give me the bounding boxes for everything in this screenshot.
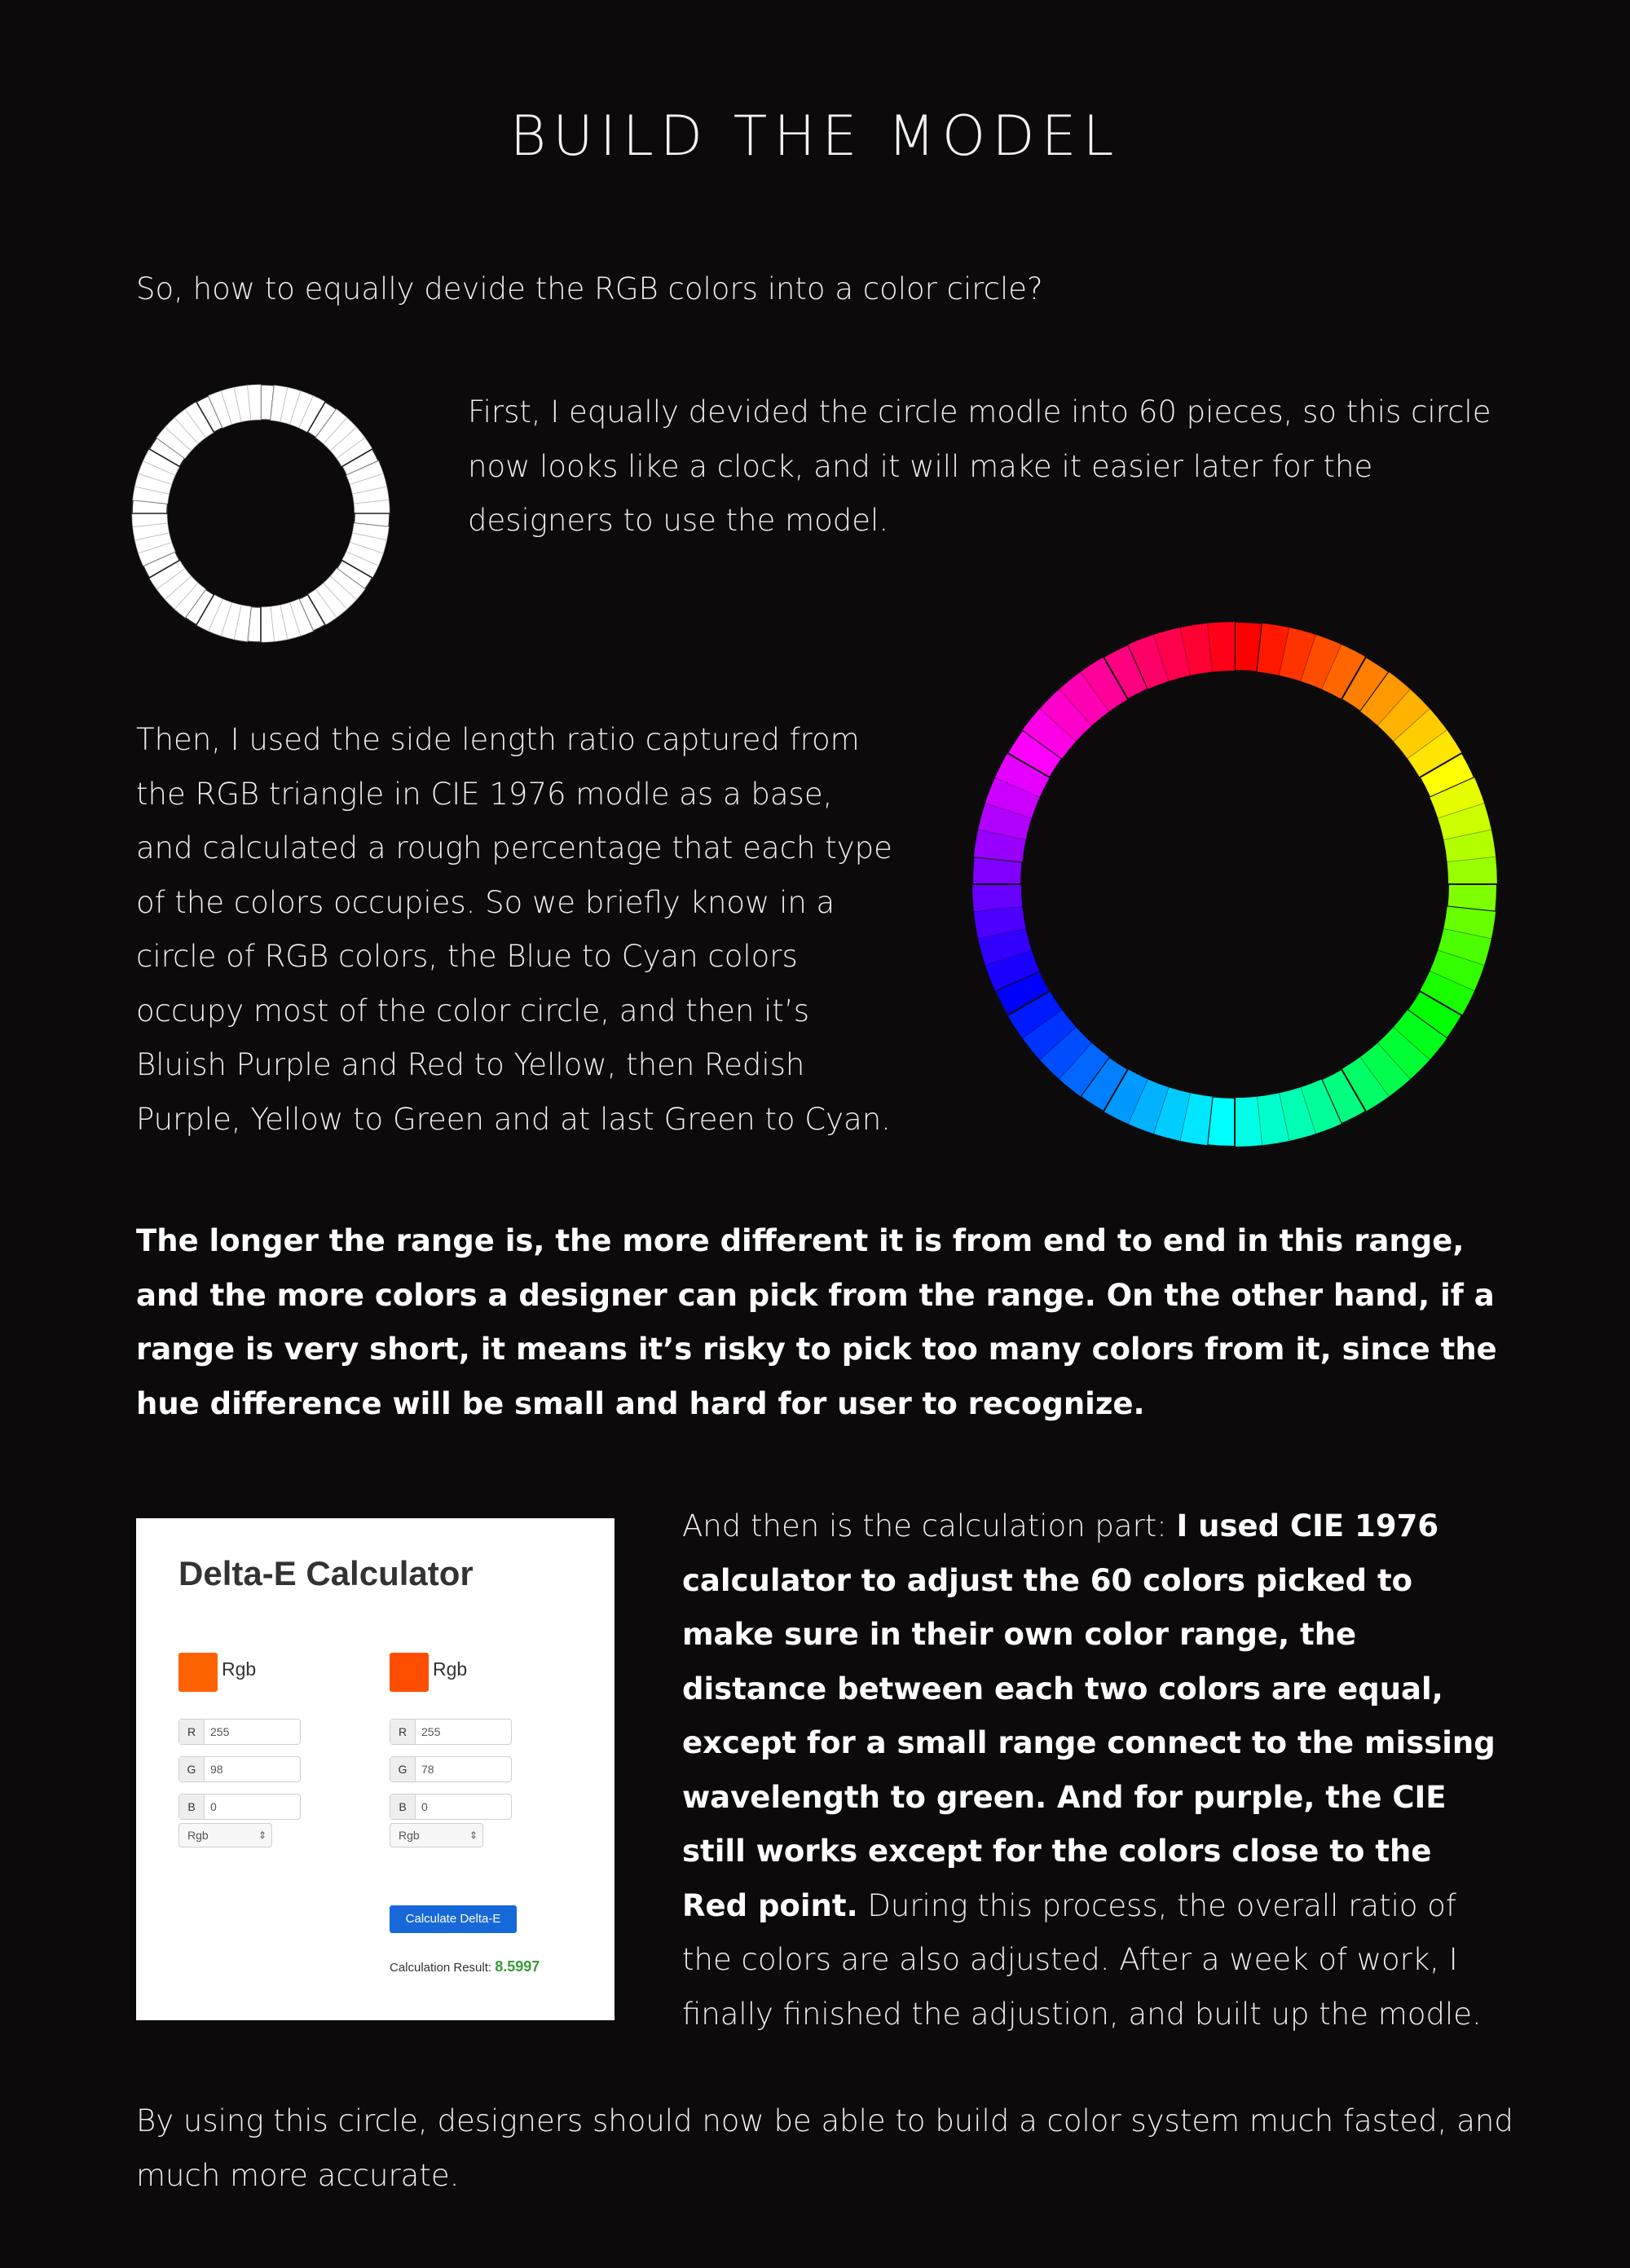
color2-swatch[interactable] [390, 1653, 429, 1692]
color1-g-field[interactable] [178, 1756, 301, 1782]
range-explanation: The longer the range is, the more different it is from end to end in this range, and the more colors a designer can pick from the range. On the other hand, if a range is very short, it means it’s risky to pick too many colors from it, since the hue difference will be small and hard for user to recognize. [136, 1223, 1497, 1421]
calculator-title: Delta-E Calculator [178, 1554, 474, 1592]
r-label: R [390, 1720, 416, 1744]
calculate-delta-e-button[interactable]: Calculate Delta-E [390, 1905, 517, 1933]
color2-mode: Rgb [433, 1658, 468, 1680]
color1-mode: Rgb [222, 1658, 257, 1680]
result-value: 8.5997 [495, 1958, 540, 1975]
hue-segment [1235, 1097, 1262, 1147]
b-label: B [390, 1795, 416, 1819]
select-value: Rgb [187, 1829, 209, 1842]
b-value: 0 [421, 1800, 428, 1813]
b-value: 0 [210, 1800, 217, 1813]
hue-color-ring [970, 619, 1500, 1149]
color1-b-field[interactable] [178, 1794, 301, 1820]
select-value: Rgb [399, 1829, 420, 1842]
g-value: 98 [210, 1763, 223, 1776]
page-title: BUILD THE MODEL [509, 104, 1121, 169]
r-value: 255 [421, 1725, 441, 1738]
r-value: 255 [210, 1725, 230, 1738]
color1-r-field[interactable] [178, 1719, 301, 1745]
step1-text: First, I equally devided the circle modle into 60 pieces, so this circle now looks like a clock, and it will make it easier later for the designers to use the model. [468, 394, 1491, 538]
step2-text: Then, I used the side length ratio captured from the RGB triangle in CIE 1976 modle as a base, and calculated a rough percentage that each type of the colors occupies. So we briefly know in a circle of RGB colors, the Blue to Cyan colors occupy most of the color circle, and then it’s Bluish Purple and Red to Yellow, then Redish Purple, Yellow to Green and at last Green to Cyan. [136, 722, 892, 1137]
calculation-intro: And then is the calculation part: [682, 1508, 1177, 1544]
hue-segment [972, 884, 1022, 912]
calculation-result [390, 1958, 540, 1975]
select-arrows-icon: ⇕ [258, 1830, 267, 1841]
color2-g-field[interactable] [390, 1756, 512, 1782]
color2-mode-select[interactable] [390, 1823, 483, 1847]
select-arrows-icon: ⇕ [469, 1830, 478, 1841]
calculation-text [682, 1500, 1505, 2041]
hue-segment [1207, 622, 1235, 672]
color1-mode-select[interactable] [178, 1823, 272, 1847]
clock-ring-diagram [130, 383, 391, 644]
color2-b-field[interactable] [390, 1794, 512, 1820]
conclusion-text: By using this circle, designers should now be able to build a color system much fasted, and much more accurate. [136, 2103, 1513, 2193]
hue-segment [1447, 857, 1497, 884]
delta-e-calculator [136, 1518, 615, 2020]
color1-swatch[interactable] [178, 1653, 218, 1692]
g-label: G [390, 1757, 416, 1781]
color2-r-field[interactable] [390, 1719, 512, 1745]
r-label: R [179, 1720, 205, 1744]
g-label: G [179, 1757, 205, 1781]
result-label: Calculation Result: [390, 1961, 492, 1975]
calculation-rest: During this process, the overall ratio of the colors are also adjusted. After a week of work, I finally finished the adjustion, and built up the modle. [682, 1887, 1482, 2032]
intro-question: So, how to equally devide the RGB colors into a color circle? [136, 271, 1043, 306]
g-value: 78 [421, 1763, 434, 1776]
calculation-bold: I used CIE 1976 calculator to adjust the 60 colors picked to make sure in their own color range, the distance between each two colors are equal, except for a small range connect to the missing wavelength to green. And for purple, the CIE still works except for the colors close to the Red point. [682, 1508, 1496, 1923]
b-label: B [179, 1795, 205, 1819]
